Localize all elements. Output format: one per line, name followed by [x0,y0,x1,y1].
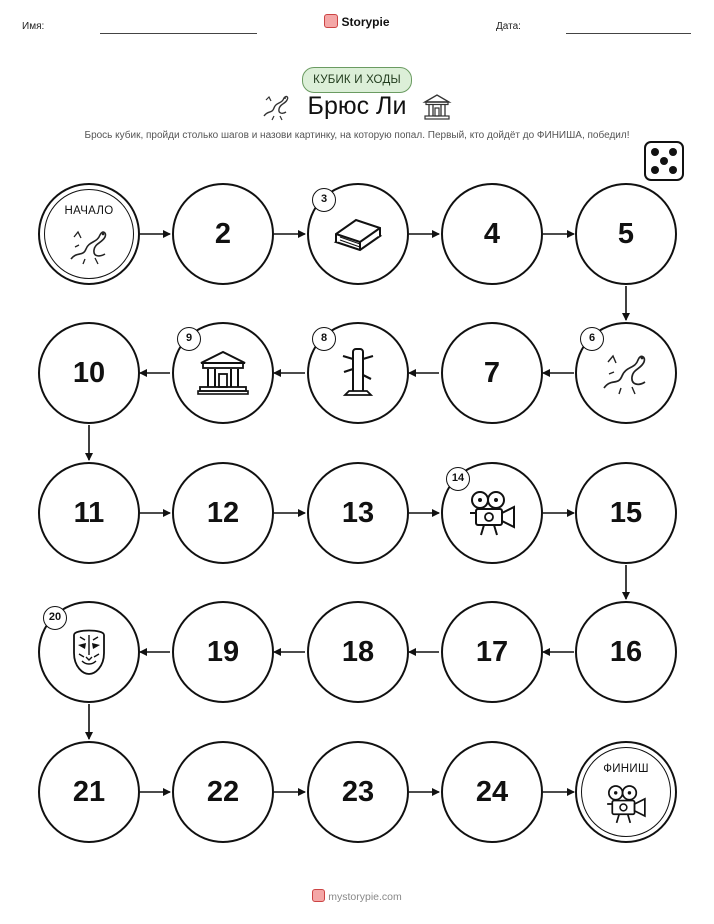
board-cell-12 [172,462,274,564]
board-cell-19 [172,601,274,703]
board-cell-17 [441,601,543,703]
cell-number: 24 [475,775,509,808]
board-cell-23 [307,741,409,843]
board-cell-18 [307,601,409,703]
board-cell-14 [441,462,543,564]
instructions: Брось кубик, пройди столько шагов и назови картинку, на которую попал. Первый, кто дойдёт до ФИНИША, победил! [84,130,630,141]
board-cell-8 [307,322,409,424]
board-cell-4 [441,183,543,285]
cell-number: 12 [206,496,240,529]
footer [0,889,714,903]
finish-cell [575,741,677,843]
cell-number: 4 [483,217,501,250]
temple-icon [195,349,251,397]
board-cell-15 [575,462,677,564]
cell-badge: 6 [580,327,604,351]
cell-number: 19 [206,635,240,668]
cell-number: 2 [214,217,232,250]
cell-number: 15 [609,496,643,529]
cell-number: 22 [206,775,240,808]
brand-name: Storypie [341,15,390,29]
opera-mask-icon [69,627,109,677]
board-cell-6 [575,322,677,424]
board-cell-7 [441,322,543,424]
movie-camera-icon [602,783,650,825]
activity-badge: КУБИК И ХОДЫ [302,67,412,93]
cell-number: 10 [72,356,106,389]
finish-label: ФИНИШ [603,763,649,775]
board-cell-5 [575,183,677,285]
board-cell-9 [172,322,274,424]
cell-number: 23 [341,775,375,808]
board-cell-24 [441,741,543,843]
board-cell-11 [38,462,140,564]
board-cell-16 [575,601,677,703]
cell-badge: 14 [446,467,470,491]
movie-camera-icon [464,489,520,537]
board-cell-21 [38,741,140,843]
cell-number: 11 [73,496,105,529]
footer-url[interactable]: mystorypie.com [328,891,402,903]
date-label: Дата: [496,21,521,32]
board-cell-13 [307,462,409,564]
cell-badge: 3 [312,188,336,212]
cell-number: 13 [341,496,375,529]
cell-badge: 8 [312,327,336,351]
board-cell-2 [172,183,274,285]
start-cell [38,183,140,285]
cell-number: 7 [483,356,501,389]
board-cell-20 [38,601,140,703]
cell-badge: 9 [177,327,201,351]
dragon-icon [65,225,113,267]
cell-number: 17 [475,635,509,668]
board-cell-3 [307,183,409,285]
board-cell-22 [172,741,274,843]
board-cell-10 [38,322,140,424]
wooden-dummy-icon [335,345,381,401]
storypie-logo-icon [312,889,325,902]
name-label: Имя: [22,21,45,32]
page-title: Брюс Ли [307,92,407,120]
start-label: НАЧАЛО [64,205,114,217]
cell-badge: 20 [43,606,67,630]
cell-number: 16 [609,635,643,668]
dragon-icon [598,348,654,398]
cell-number: 18 [341,635,375,668]
book-icon [330,212,386,256]
cell-number: 5 [617,217,635,250]
cell-number: 21 [72,775,106,808]
